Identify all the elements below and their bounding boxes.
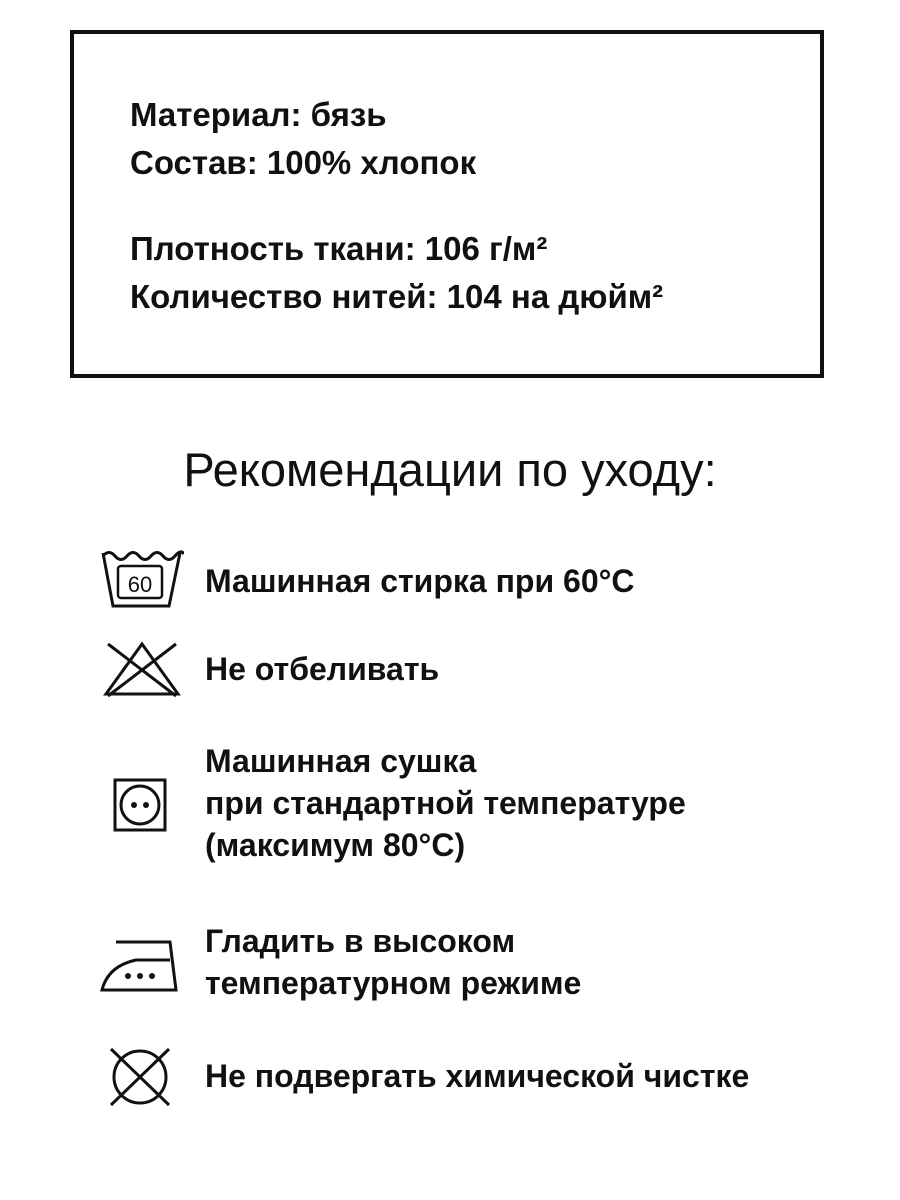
care-line: Машинная стирка при 60°С bbox=[205, 563, 635, 599]
care-item-bleach bbox=[205, 648, 439, 690]
care-line: температурном режиме bbox=[205, 965, 582, 1001]
thread-count-text: Количество нитей: 104 на дюйм² bbox=[130, 278, 664, 315]
tumble-dry-normal-icon bbox=[112, 777, 168, 833]
wash-temp-label: 60 bbox=[127, 572, 153, 597]
care-item-iron bbox=[205, 920, 581, 1004]
care-line: при стандартной температуре bbox=[205, 785, 686, 821]
wash-tub-60-icon bbox=[100, 548, 184, 610]
care-item-dry bbox=[205, 740, 686, 866]
care-title: Рекомендации по уходу: bbox=[183, 443, 717, 496]
fabric-spec-box bbox=[70, 30, 824, 378]
material-text: Материал: бязь bbox=[130, 96, 387, 133]
no-dry-clean-icon bbox=[106, 1045, 174, 1109]
care-line: Гладить в высоком bbox=[205, 923, 516, 959]
density-text: Плотность ткани: 106 г/м² bbox=[130, 230, 548, 267]
care-line: Не отбеливать bbox=[205, 651, 440, 687]
composition-text: Состав: 100% хлопок bbox=[130, 144, 477, 181]
care-line: Не подвергать химической чистке bbox=[205, 1058, 750, 1094]
no-bleach-icon bbox=[102, 640, 182, 698]
care-line: (максимум 80°С) bbox=[205, 827, 466, 863]
care-line: Машинная сушка bbox=[205, 743, 477, 779]
care-item-dry-clean bbox=[205, 1055, 749, 1097]
care-item-wash bbox=[205, 560, 635, 602]
iron-high-icon bbox=[100, 936, 182, 996]
